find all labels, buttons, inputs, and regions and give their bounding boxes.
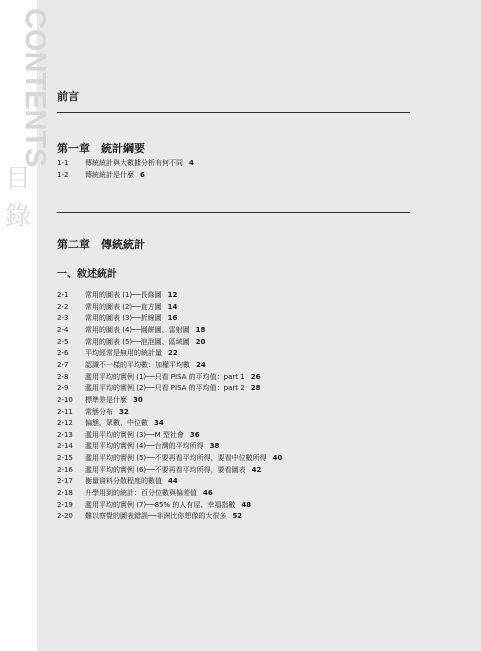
toc-entry-number: 2-4 (57, 325, 69, 334)
toc-entry[interactable] (57, 442, 219, 451)
toc-entry-title: 濫用平均的實例 (6)──不要再看平均所得，要看圖表 (85, 465, 246, 474)
toc-entry-title: 認識不一樣的平均數：加權平均數 (85, 360, 190, 369)
toc-entry-number: 2-3 (57, 314, 69, 323)
toc-entry-page: 28 (250, 384, 261, 393)
toc-entry-page: 36 (189, 430, 200, 439)
toc-entry-title: 濫用平均的實例 (7)──85% 的人有屋、幸福指數 (85, 500, 236, 509)
toc-entry[interactable] (57, 431, 200, 440)
divider-2 (57, 212, 410, 213)
toc-entry[interactable] (57, 501, 251, 510)
toc-entry[interactable] (57, 419, 164, 428)
toc-entry-page: 52 (232, 512, 243, 521)
toc-entry-title: 偏態、眾數、中位數 (85, 419, 148, 428)
toc-entry-title: 衡量資料分散程度的數值 (85, 477, 162, 486)
toc-entry-title: 常態分布 (85, 407, 113, 416)
toc-entry-title: 傳統統計與大數據分析有何不同 (85, 159, 183, 167)
toc-entry-page: 48 (241, 500, 252, 509)
toc-entry[interactable] (57, 373, 260, 382)
toc-entry-number: 2-15 (57, 454, 73, 463)
toc-entry-page: 32 (119, 407, 129, 416)
toc-entry-number: 2-10 (57, 395, 73, 404)
toc-entry[interactable] (57, 384, 260, 393)
toc-entry-page: 40 (272, 454, 283, 463)
toc-entry-number: 1-2 (57, 170, 69, 179)
toc-entry[interactable] (57, 477, 178, 486)
toc-entry-page: 42 (251, 465, 262, 474)
toc-entry-page: 14 (167, 302, 178, 311)
toc-entry-title: 常用的圖表 (1)──長條圖 (85, 291, 162, 299)
toc-entry[interactable] (57, 171, 145, 180)
toc-entry-number: 2-17 (57, 477, 73, 486)
toc-entry[interactable] (57, 466, 261, 475)
toc-entry-title: 常用的圖表 (3)──折線圖 (85, 314, 162, 323)
toc-entry-page: 24 (196, 360, 206, 369)
toc-entry-number: 2-8 (57, 372, 69, 381)
toc-entry-page: 46 (203, 489, 213, 498)
divider-1 (57, 112, 410, 113)
side-strip (0, 0, 51, 651)
toc-entry-number: 2-9 (57, 384, 69, 393)
toc-entry-title: 常用的圖表 (5)──泡泡圖、區域圖 (85, 337, 190, 346)
toc-entry[interactable] (57, 159, 194, 168)
toc-entry-page: 18 (195, 325, 206, 334)
toc-entry-page: 6 (140, 170, 145, 179)
toc-entry[interactable] (57, 408, 129, 417)
toc-entry-title: 濫用平均的實例 (3)──M 型社會 (85, 430, 184, 439)
chapter1-title[interactable]: 第一章 統計綱要 (57, 142, 145, 155)
toc-entry-number: 2-11 (57, 407, 73, 416)
toc-entry-number: 2-12 (57, 419, 73, 428)
toc-entry-title: 傳統統計是什麼 (85, 170, 134, 179)
toc-entry-title: 平均經常是無用的統計量 (85, 349, 162, 358)
toc-entry-page: 38 (209, 442, 220, 451)
toc-entry-page: 22 (168, 349, 178, 358)
toc-entry-page: 30 (133, 395, 143, 404)
toc-entry[interactable] (57, 349, 178, 358)
toc-entry-number: 2-13 (57, 430, 73, 439)
chapter2-title[interactable]: 第二章 傳統統計 (57, 238, 145, 251)
toc-entry-page: 26 (250, 372, 261, 381)
mu-char: 目 (4, 164, 31, 194)
toc-entry-number: 2-6 (57, 349, 69, 358)
toc-entry-number: 2-14 (57, 442, 73, 451)
toc-entry-title: 濫用平均的實例 (1)──只看 PISA 的平均值：part 1 (85, 372, 245, 381)
contents-vertical-label (3, 8, 51, 168)
toc-entry[interactable] (57, 361, 206, 370)
contents-word: CONTENTS (19, 8, 51, 168)
toc-entry-number: 2-1 (57, 291, 69, 299)
toc-entry-number: 2-20 (57, 512, 73, 521)
toc-entry-number: 2-5 (57, 337, 69, 346)
toc-entry-number: 2-7 (57, 360, 69, 369)
toc-entry[interactable] (57, 454, 282, 463)
toc-entry[interactable] (57, 314, 177, 323)
toc-entry-title: 濫用平均的實例 (5)──不要再看平均所得，要看中位數所得 (85, 454, 267, 463)
toc-entry-number: 2-18 (57, 489, 73, 498)
toc-entry-page: 20 (195, 337, 206, 346)
toc-entry[interactable] (57, 396, 143, 405)
toc-entry-title: 常用的圖表 (4)──圓餅圖、雷射圖 (85, 325, 190, 334)
toc-entry[interactable] (57, 326, 205, 335)
toc-entry-page: 12 (167, 291, 178, 299)
toc-entry-title: 濫用平均的實例 (4)──台灣的平均所得 (85, 442, 204, 451)
toc-entry[interactable] (57, 489, 213, 498)
toc-entry-number: 2-19 (57, 500, 73, 509)
toc-entry[interactable] (57, 291, 177, 300)
lu-char: 錄 (4, 202, 31, 232)
toc-entry-number: 1-1 (57, 159, 69, 167)
toc-entry-number: 2-2 (57, 302, 69, 311)
toc-entry-title: 標準差是什麼 (85, 395, 127, 404)
toc-entry-page: 4 (189, 159, 194, 167)
contents-vertical-svg (3, 8, 51, 168)
toc-entry-title: 常用的圖表 (2)──直方圖 (85, 302, 162, 311)
toc-entry[interactable] (57, 303, 177, 312)
section-descriptive-stats[interactable]: 一、敘述統計 (57, 269, 117, 280)
toc-entry-number: 2-16 (57, 465, 73, 474)
toc-entry[interactable] (57, 338, 205, 347)
toc-entry-title: 難以察覺的圖表錯誤──非洲比你想像的大很多 (85, 512, 227, 521)
toc-entry-page: 44 (168, 477, 178, 486)
toc-entry-title: 升學用到的統計：百分位數與偏差值 (85, 489, 197, 498)
toc-entry[interactable] (57, 512, 242, 521)
preface-heading[interactable]: 前言 (57, 90, 79, 103)
toc-entry-page: 34 (154, 419, 164, 428)
toc-entry-title: 濫用平均的實例 (2)──只看 PISA 的平均值：part 2 (85, 384, 245, 393)
toc-entry-page: 16 (167, 314, 178, 323)
